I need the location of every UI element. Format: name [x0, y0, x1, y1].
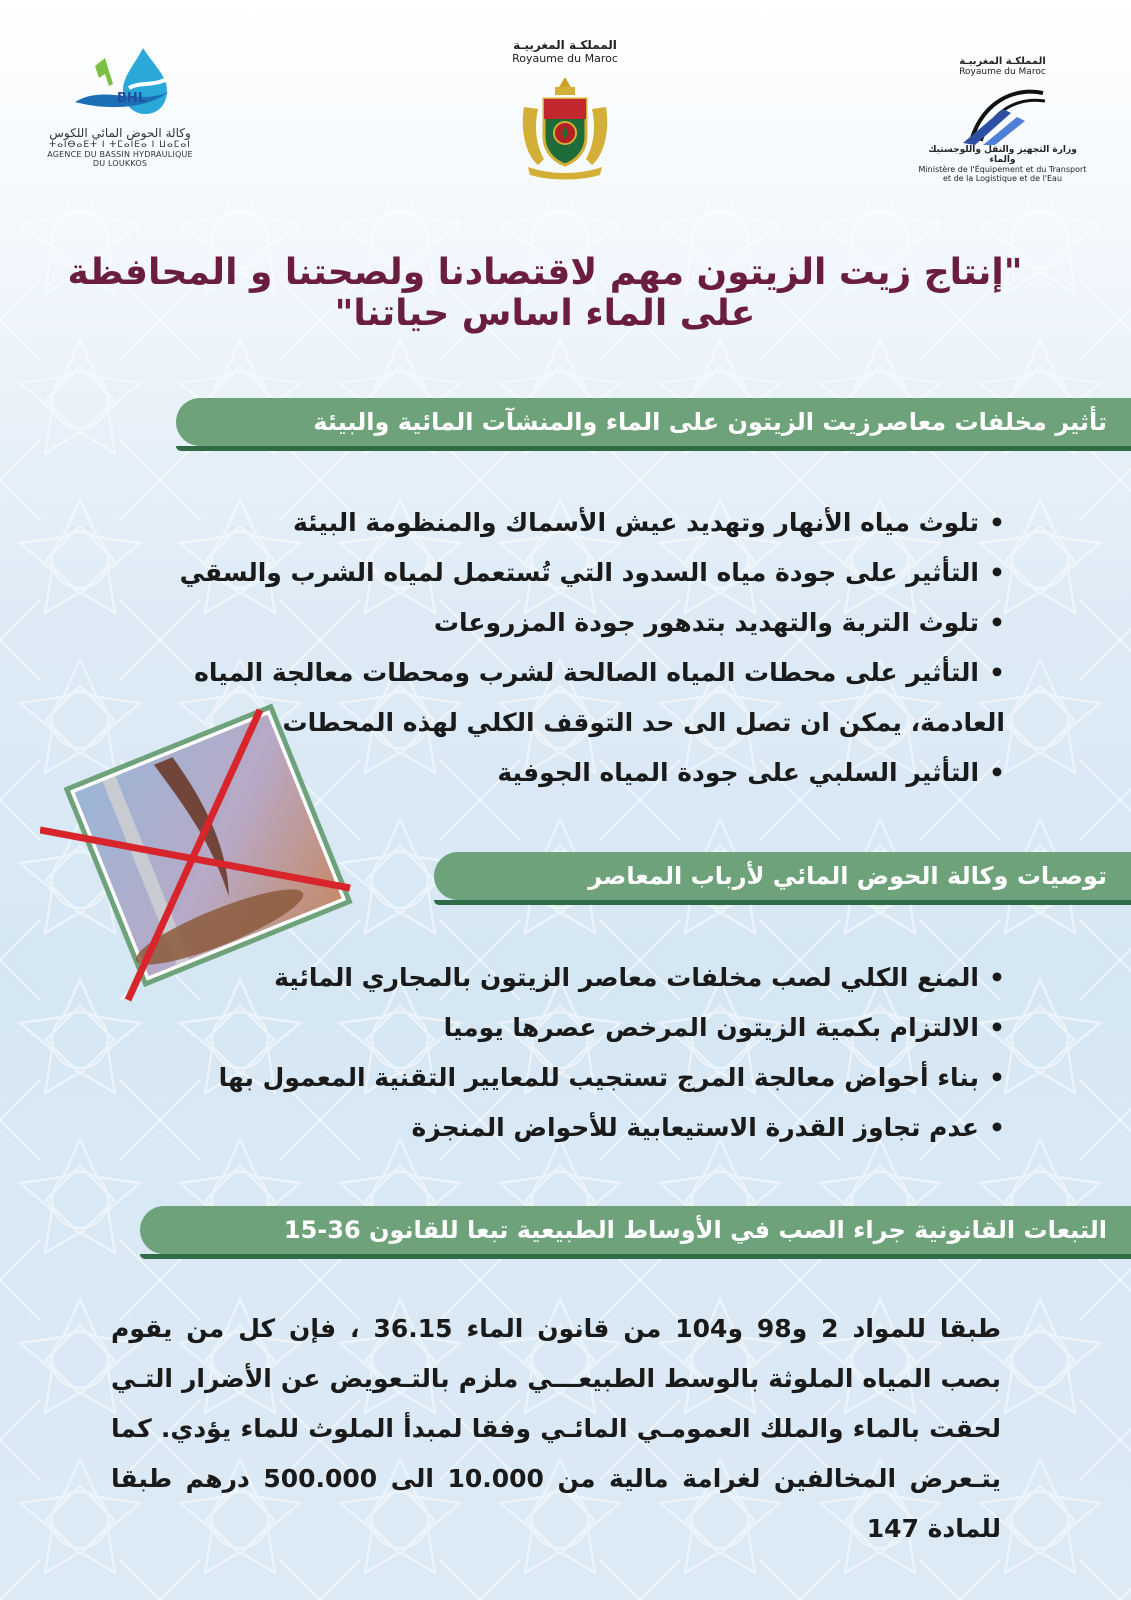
list-item-text: الالتزام بكمية الزيتون المرخص عصرها يوميا	[443, 1013, 980, 1042]
agency-name-fr: AGENCE DU BASSIN HYDRAULIQUE DU LOUKKOS	[47, 150, 193, 168]
bullet-icon: •	[989, 1063, 1005, 1092]
list-item	[205, 1003, 1005, 1053]
list-item-text: تلوث التربة والتهديد بتدهور جودة المزروعات	[433, 608, 980, 637]
bullet-icon: •	[989, 608, 1005, 637]
list-item	[179, 548, 1005, 598]
header	[0, 0, 1131, 220]
list-item	[205, 1053, 1005, 1103]
list-item-text: العادمة، يمكن ان تصل الى حد التوقف الكلي لهذه المحطات	[282, 708, 1005, 737]
bullet-icon: •	[989, 558, 1005, 587]
list-item	[194, 648, 1005, 698]
ministry-kingdom-ar: المملكـة المغربيـة	[959, 56, 1046, 67]
ministry-logo	[915, 56, 1090, 183]
kingdom-name-fr: Royaume du Maroc	[512, 52, 618, 65]
list-item	[205, 953, 1005, 1003]
bhl-mark: BHL	[117, 91, 147, 106]
ministry-name-fr-1: Ministère de l'Équipement et du Transport	[918, 165, 1087, 174]
list-item-text: عدم تجاوز القدرة الاستيعابية للأحواض المنجزة	[411, 1113, 980, 1142]
agency-name-tifinagh: ⵜⴰⵏⴱⴰⴹⵜ ⵏ ⵜⵎⴰⵏⴹⴰ ⵏ ⵡⴰⵎⴰⵏ	[49, 140, 191, 150]
bullet-icon: •	[989, 658, 1005, 687]
list-item-text: التأثير على جودة مياه السدود التي تُستعمل لمياه الشرب والسقي	[179, 558, 980, 587]
section-heading-legal: التبعات القانونية جراء الصب في الأوساط الطبيعية تبعا للقانون 36-15	[140, 1206, 1131, 1254]
kingdom-name-ar: المملكـة المغربيـة	[513, 38, 617, 52]
list-item-text: تلوث مياه الأنهار وتهديد عيش الأسماك والمنظومة البيئة	[293, 508, 980, 537]
kingdom-emblem-logo	[480, 38, 650, 181]
bullet-icon: •	[989, 963, 1005, 992]
ministry-name-fr-2: et de la Logistique et de l'Eau	[942, 174, 1063, 183]
agency-logo	[40, 44, 200, 168]
section-heading-impacts: تأثير مخلفات معاصرزيت الزيتون على الماء والمنشآت المائية والبيئة	[176, 398, 1131, 446]
ministry-name-ar: وزارة التجهيز والنقل واللوجستيك والماء	[928, 145, 1077, 165]
recommendations-list	[205, 953, 1005, 1153]
list-item	[205, 498, 1005, 548]
bullet-icon: •	[989, 758, 1005, 787]
page-title: "إنتاج زيت الزيتون مهم لاقتصادنا ولصحتنا و المحافظة على الماء اساس حياتنا"	[67, 252, 1023, 334]
agency-name-ar: وكالة الحوض المائي اللكوس	[49, 126, 191, 140]
bhl-water-drop-icon	[65, 44, 175, 124]
legal-paragraph: طبقا للمواد 2 و98 و104 من قانون الماء 36.15 ، فإن كل من يقوم بصب المياه الملوثة بالوسط الطبيعـــي ملزم بالتـعويض عن الأضرار التـي لحقت بالماء والملك العمومـي المائـي وفقا لمبدأ الملوث للماء يؤدي. كما يتـعرض المخالفين لغرامة مالية من 10.000 الى 500.000 درهم طبقا للمادة 147	[111, 1314, 1001, 1543]
bullet-icon: •	[989, 1113, 1005, 1142]
list-item-text: بناء أحواض معالجة المرج تستجيب للمعايير التقنية المعمول بها	[218, 1063, 980, 1092]
ministry-kingdom-fr: Royaume du Maroc	[959, 67, 1046, 77]
section-heading-recommendations: توصيات وكالة الحوض المائي لأرباب المعاصر	[434, 852, 1131, 900]
royal-coat-of-arms-icon	[510, 71, 620, 181]
list-item-text: التأثير على محطات المياه الصالحة لشرب ومحطات معالجة المياه	[194, 658, 980, 687]
list-item-text: التأثير السلبي على جودة المياه الجوفية	[497, 758, 980, 787]
list-item-text: المنع الكلي لصب مخلفات معاصر الزيتون بالمجاري المائية	[274, 963, 980, 992]
list-item	[205, 1103, 1005, 1153]
bullet-icon: •	[989, 508, 1005, 537]
list-item	[205, 598, 1005, 648]
bullet-icon: •	[989, 1013, 1005, 1042]
ministry-bridge-icon	[953, 79, 1053, 145]
